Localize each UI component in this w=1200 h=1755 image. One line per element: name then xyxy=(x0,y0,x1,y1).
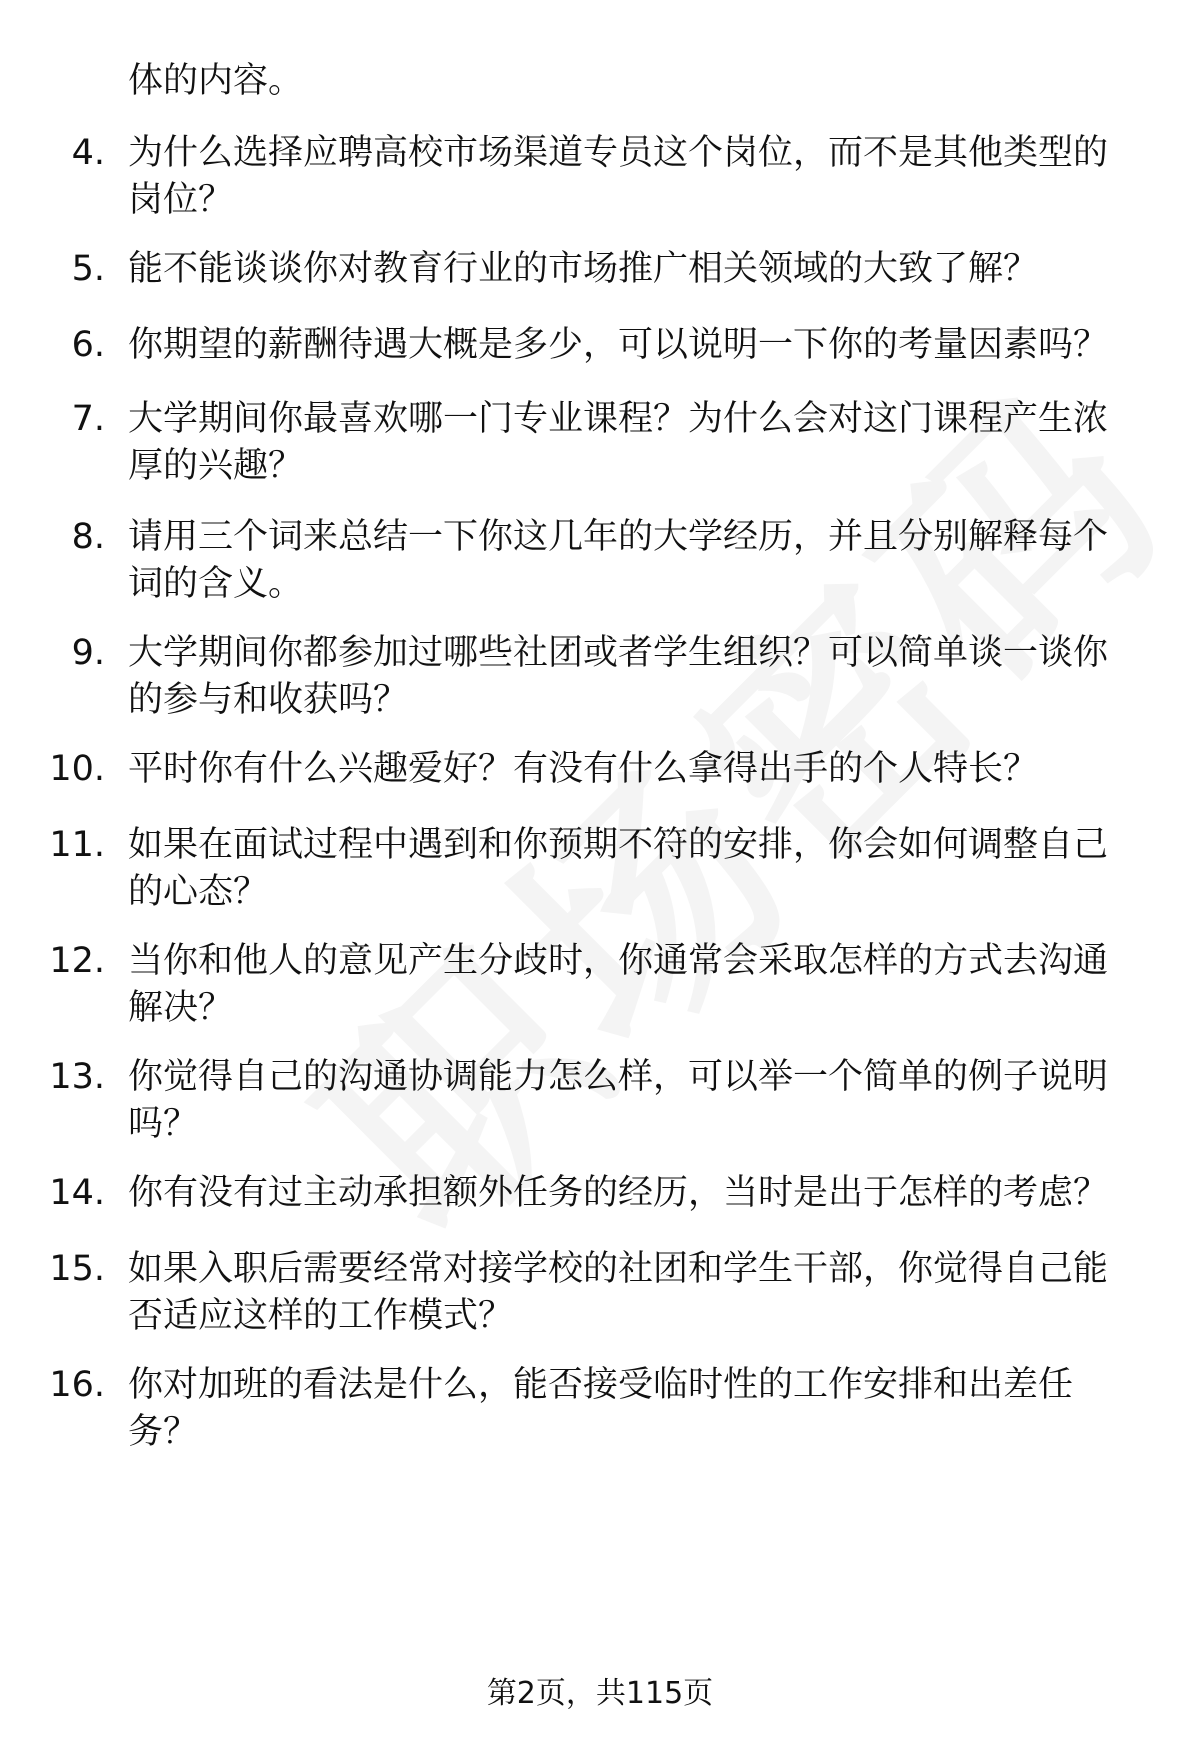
item-number: 6. xyxy=(71,325,105,365)
item-number: 7. xyxy=(71,399,105,439)
item-number: 16. xyxy=(49,1365,105,1405)
item-number: 15. xyxy=(49,1249,105,1289)
item-number: 4. xyxy=(71,133,105,173)
item-text: 如果在面试过程中遇到和你预期不符的安排，你会如何调整自己的心态？ xyxy=(128,825,1109,912)
item-number: 10. xyxy=(49,749,105,789)
item-text: 你有没有过主动承担额外任务的经历，当时是出于怎样的考虑？ xyxy=(128,1173,1109,1213)
item-text: 如果入职后需要经常对接学校的社团和学生干部，你觉得自己能否适应这样的工作模式？ xyxy=(128,1249,1109,1336)
item-text: 能不能谈谈你对教育行业的市场推广相关领域的大致了解？ xyxy=(128,249,1039,289)
item-number: 11. xyxy=(49,825,105,865)
continuation-text: 体的内容。 xyxy=(128,61,304,101)
item-text: 你觉得自己的沟通协调能力怎么样，可以举一个简单的例子说明吗？ xyxy=(128,1057,1109,1144)
item-text: 为什么选择应聘高校市场渠道专员这个岗位，而不是其他类型的岗位？ xyxy=(128,133,1109,220)
item-number: 12. xyxy=(49,941,105,981)
item-text: 平时你有什么兴趣爱好？有没有什么拿得出手的个人特长？ xyxy=(128,749,1039,789)
item-number: 8. xyxy=(71,517,105,557)
item-text: 大学期间你都参加过哪些社团或者学生组织？可以简单谈一谈你的参与和收获吗？ xyxy=(128,633,1109,720)
item-text: 你期望的薪酬待遇大概是多少，可以说明一下你的考量因素吗？ xyxy=(128,325,1109,365)
item-text: 你对加班的看法是什么，能否接受临时性的工作安排和出差任务？ xyxy=(128,1365,1074,1452)
item-number: 5. xyxy=(71,249,105,289)
item-text: 大学期间你最喜欢哪一门专业课程？为什么会对这门课程产生浓厚的兴趣？ xyxy=(128,399,1109,486)
item-text: 当你和他人的意见产生分歧时，你通常会采取怎样的方式去沟通解决？ xyxy=(128,941,1109,1028)
item-number: 13. xyxy=(49,1057,105,1097)
item-number: 9. xyxy=(71,633,105,673)
item-number: 14. xyxy=(49,1173,105,1213)
item-text: 请用三个词来总结一下你这几年的大学经历，并且分别解释每个词的含义。 xyxy=(128,517,1109,604)
page-footer: 第2页，共115页 xyxy=(486,1676,714,1711)
